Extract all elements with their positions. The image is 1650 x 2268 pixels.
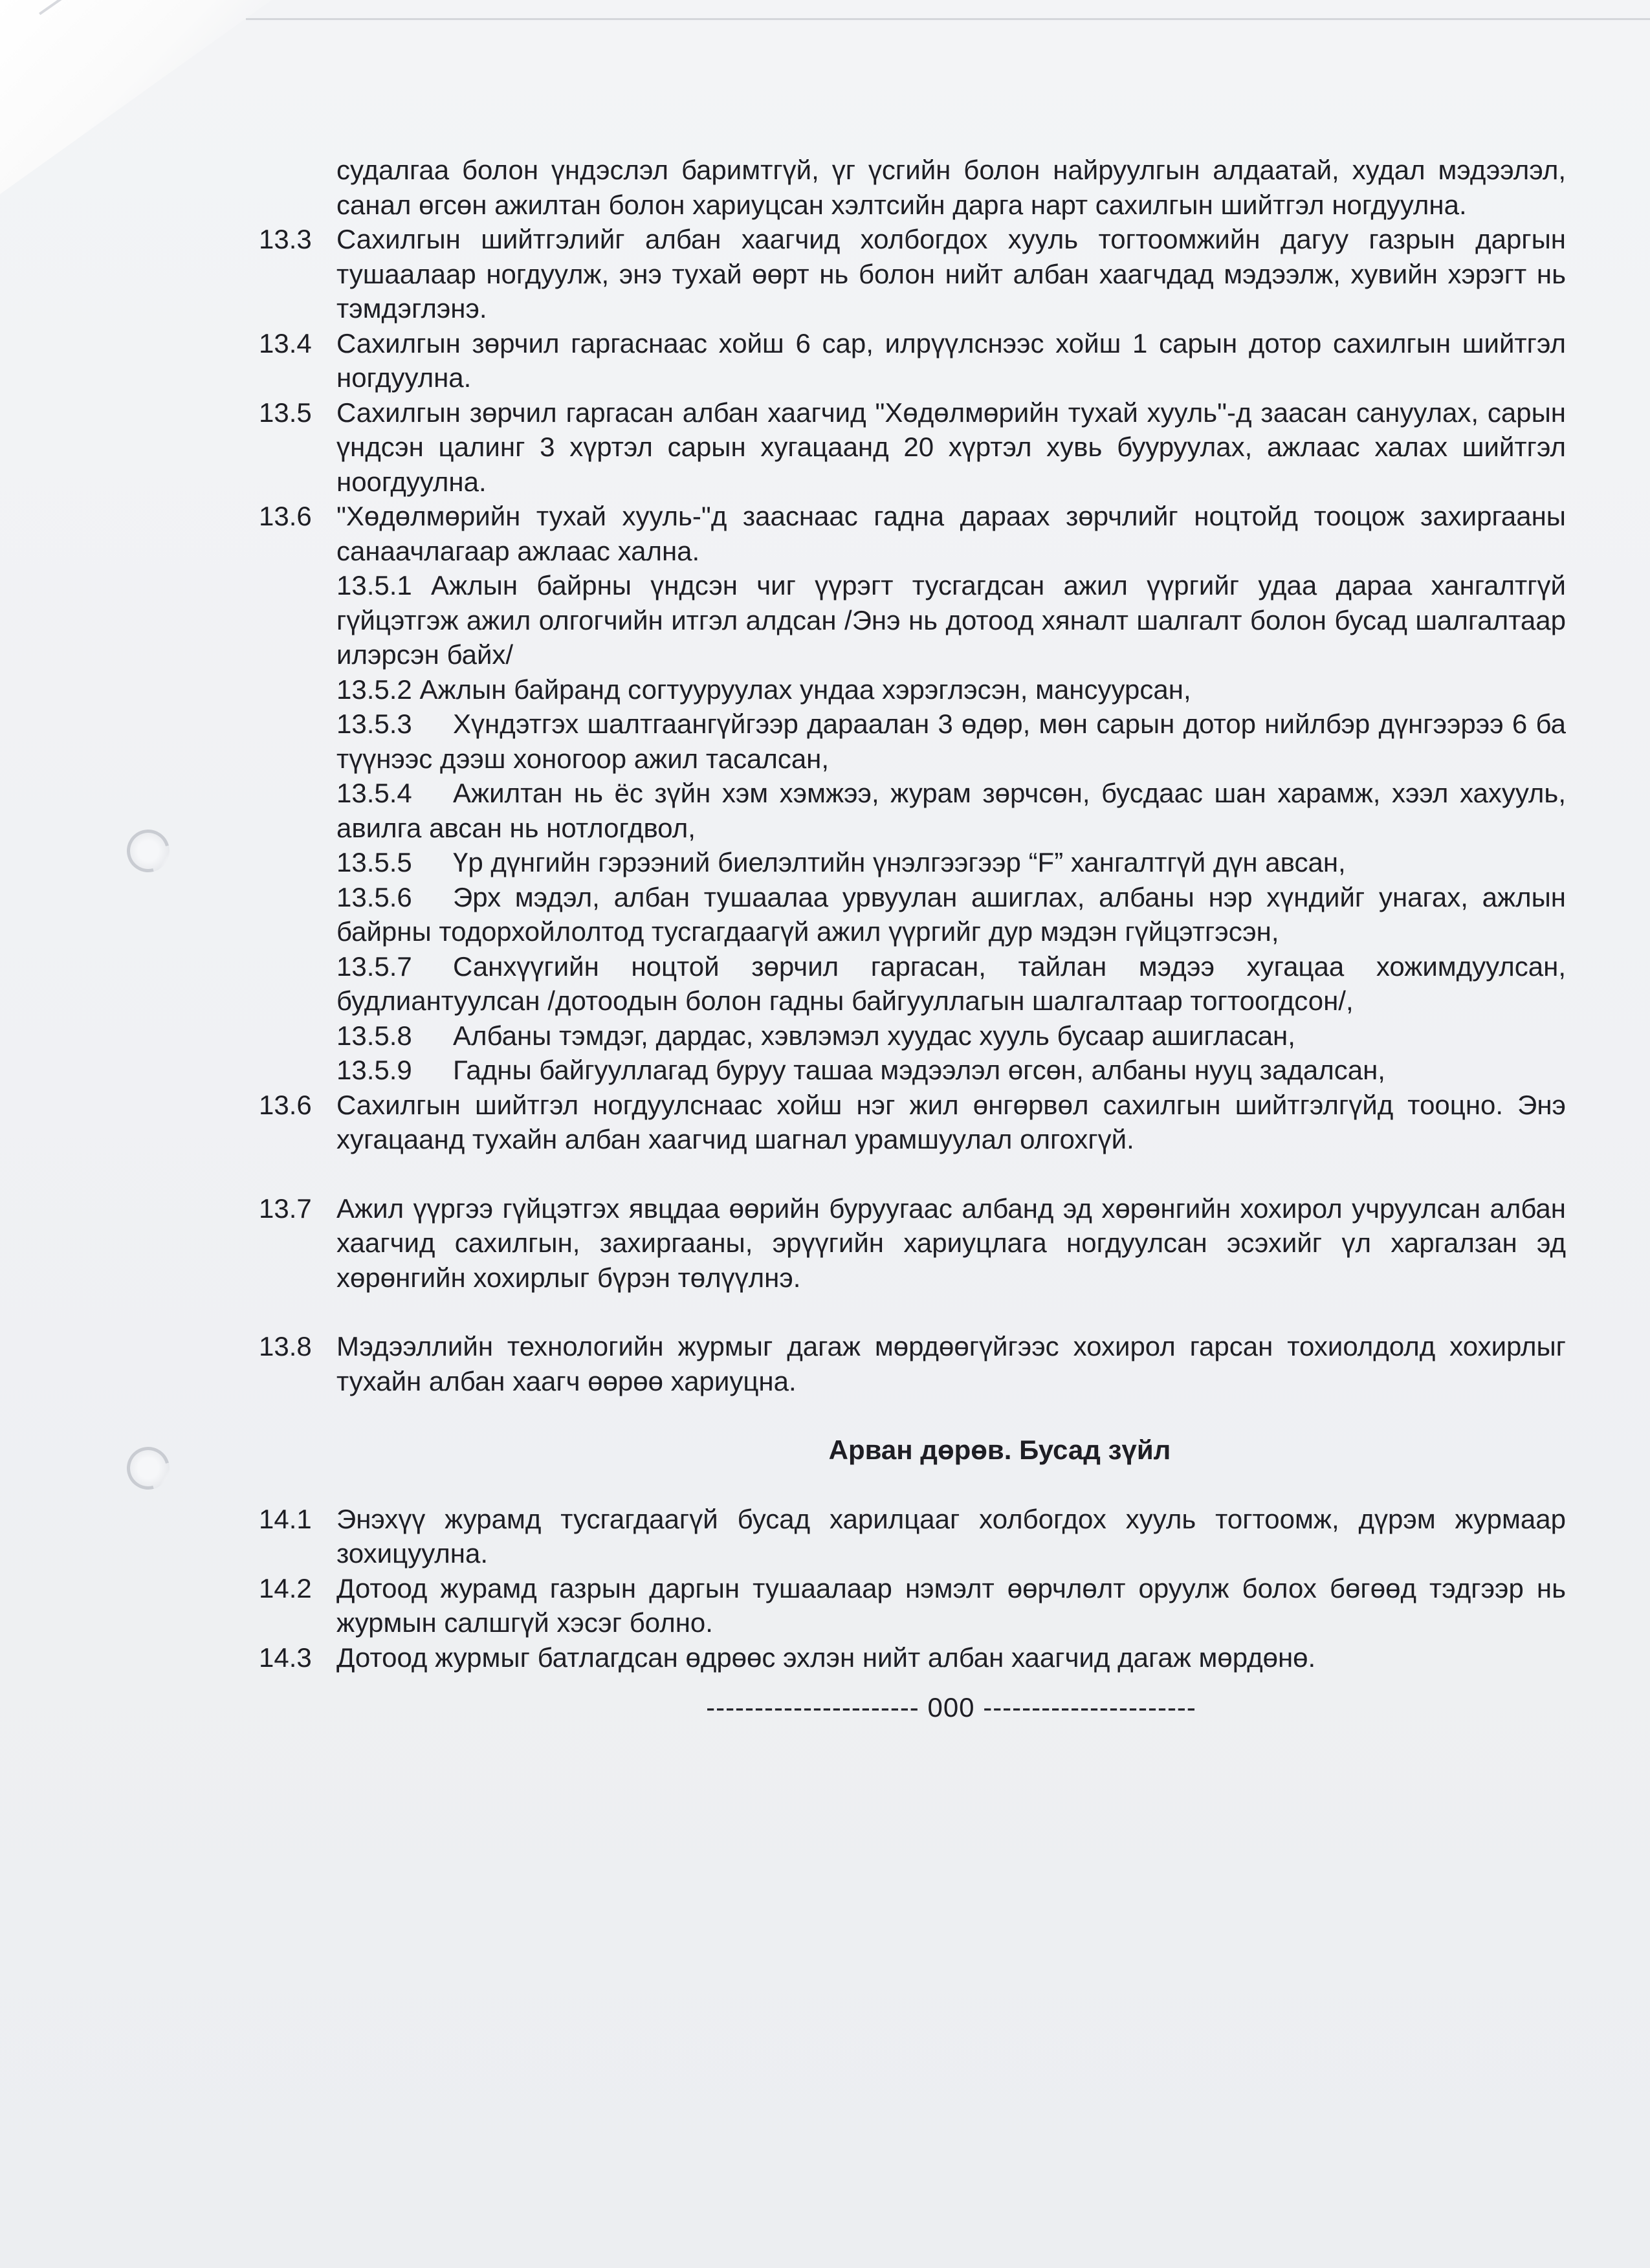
punch-hole-icon (119, 1439, 177, 1497)
subclause-13-5-9: 13.5.9 Гадны байгууллагад буруу ташаа мэдээлэл өгсөн, албаны нууц задалсан, (336, 1055, 1385, 1085)
subclause-13-5-4: 13.5.4 Ажилтан нь ёс зүйн хэм хэмжээ, журам зөрчсөн, бусдаас шан харамж, хээл хахууль, авилга авсан нь нотлогдвол, (336, 778, 1566, 843)
clause-13-5: 13.5 Сахилгын зөрчил гаргасан албан хаагчид "Хөдөлмөрийн тухай хууль"-д заасан сануулах, сарын үндсэн цалинг 3 хүртэл сарын хугацаанд 20 хүртэл хувь бууруулах, ажлаас халах шийтгэл ноогдуулна. (259, 397, 1566, 497)
subclause-13-5-5: 13.5.5 Үр дүнгийн гэрээний биелэлтийн үнэлгээгээр “F” хангалтгүй дүн авсан, (336, 847, 1346, 877)
intro-paragraph: судалгаа болон үндэслэл баримтгүй, үг үсгийн болон найруулгын алдаатай, худал мэдээлэл, санал өгсөн ажилтан болон хариуцсан хэлтсийн дарга нарт сахилгын шийтгэл ногдуулна. (336, 155, 1566, 220)
subclause-13-5-7: 13.5.7 Санхүүгийн ноцтой зөрчил гаргасан, тайлан мэдээ хугацаа хожимдуулсан, будлиантуулсан /дотоодын болон гадны байгууллагын шалгалтаар тогтоогдсон/, (336, 951, 1566, 1016)
subclause-13-5-1: 13.5.1 Ажлын байрны үндсэн чиг үүрэгт тусгагдсан ажил үүргийг удаа дараа хангалтгүй гүйцэтгэж ажил олгогчийн итгэл алдсан /Энэ нь дотоод хяналт шалгалт болон бусад шалгалтаар илэрсэн байх/ (336, 570, 1566, 670)
spacer (259, 1295, 1566, 1329)
section-heading: Арван дөрөв. Бусад зүйл (828, 1435, 1171, 1465)
punch-hole-icon (119, 822, 177, 880)
clause-13-6-b: 13.6 Сахилгын шийтгэл ногдуулснаас хойш нэг жил өнгөрвөл сахилгын шийтгэлгүйд тооцно. Энэ хугацаанд тухайн албан хаагчид шагнал урамшуулал олгохгүй. (259, 1089, 1566, 1154)
clause-14-3: 14.3 Дотоод журмыг батлагдсан өдрөөс эхлэн нийт албан хаагчид дагаж мөрдөнө. (259, 1642, 1316, 1673)
spacer (259, 1157, 1566, 1191)
subclause-13-5-2: 13.5.2 Ажлын байранд согтууруулах ундаа хэрэглэсэн, мансуурсан, (336, 674, 1191, 705)
clause-13-6: 13.6 "Хөдөлмөрийн тухай хууль-"д зааснаас гадна дараах зөрчлийг ноцтойд тооцож захиргааны санаачлагаар ажлаас хална. (259, 501, 1566, 566)
subclause-13-5-8: 13.5.8 Албаны тэмдэг, дардас, хэвлэмэл хуудас хууль бусаар ашигласан, (336, 1020, 1295, 1051)
page-top-edge (246, 18, 1650, 20)
clause-13-8: 13.8 Мэдээллийн технологийн журмыг дагаж мөрдөөгүйгээс хохирол гарсан тохиолдолд хохирлыг тухайн албан хаагч өөрөө хариуцна. (259, 1331, 1566, 1396)
document-body (259, 153, 1566, 1725)
subclause-13-5-6: 13.5.6 Эрх мэдэл, албан тушаалаа урвуулан ашиглах, албаны нэр хүндийг унагах, ажлын байрны тодорхойлолтод тусгагдаагүй ажил үүргийг дур мэдэн гүйцэтгэсэн, (336, 881, 1566, 947)
clause-13-4: 13.4 Сахилгын зөрчил гаргаснаас хойш 6 сар, илрүүлснээс хойш 1 сарын дотор сахилгын шийтгэл ногдуулна. (259, 327, 1566, 393)
folded-corner (0, 0, 272, 194)
clause-14-1: 14.1 Энэхүү журамд тусгагдаагүй бусад харилцааг холбогдох хууль тогтоомж, дүрэм журмаар зохицуулна. (259, 1503, 1566, 1569)
clause-13-3: 13.3 Сахилгын шийтгэлийг албан хаагчид холбогдох хууль тогтоомжийн дагуу газрын даргын тушаалаар ногдуулж, энэ тухай өөрт нь болон нийт албан хаагчдад мэдээлж, хувийн хэрэгт нь тэмдэглэнэ. (259, 224, 1566, 324)
subclause-13-5-3: 13.5.3 Хүндэтгэх шалтгаангүйгээр дараалан 3 өдөр, мөн сарын дотор нийлбэр дүнгээрээ 6 ба түүнээс дээш хоногоор ажил тасалсан, (336, 709, 1566, 774)
clause-14-2: 14.2 Дотоод журамд газрын даргын тушаалаар нэмэлт өөрчлөлт оруулж болох бөгөөд тэдгээр нь журмын салшгүй хэсэг болно. (259, 1572, 1566, 1638)
clause-13-7: 13.7 Ажил үүргээ гүйцэтгэх явцдаа өөрийн буруугаас албанд эд хөрөнгийн хохирол учруулсан албан хаагчид сахилгын, захиргааны, эрүүгийн хариуцлага ногдуулсан эсэхийг үл харгалзан эд хөрөнгийн хохирлыг бүрэн төлүүлнэ. (259, 1193, 1566, 1293)
end-mark: ---------------------- 000 ---------------------- (706, 1692, 1196, 1723)
